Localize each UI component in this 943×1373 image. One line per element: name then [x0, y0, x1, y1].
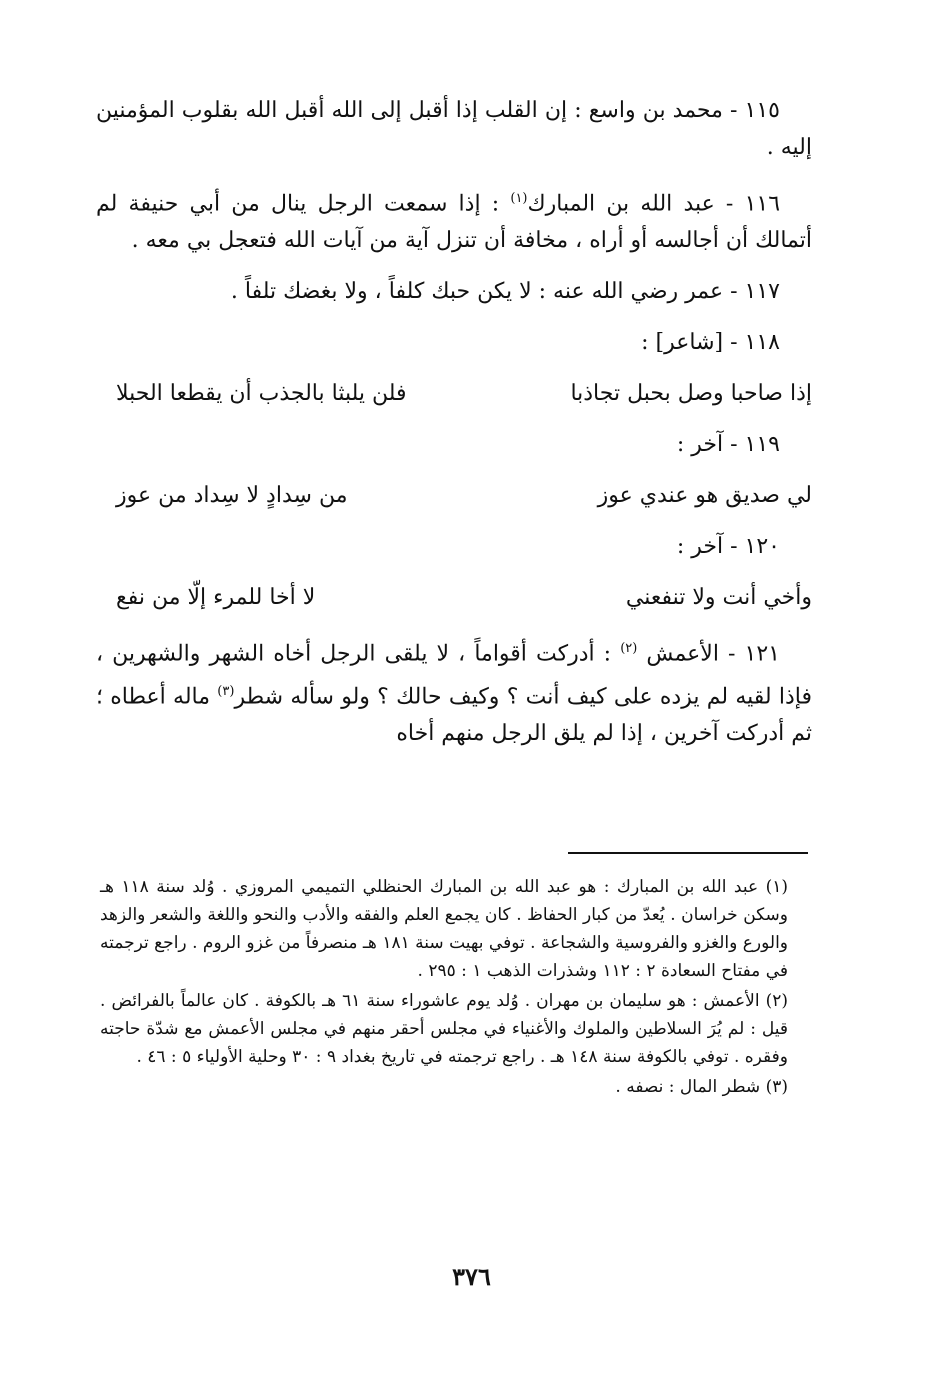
saying-116-speaker: ١١٦ - عبد الله بن المبارك	[527, 191, 781, 217]
footnotes	[100, 873, 816, 1103]
saying-120-heading: ١٢٠ - آخر :	[676, 534, 780, 560]
verse-119-second-hemistich: من سِدادٍ لا سِداد من عوز	[116, 483, 348, 509]
saying-119-heading: ١١٩ - آخر :	[676, 432, 780, 458]
saying-121-text-part1: : أدركت أقواماً ، لا يلقى الرجل أخاه الشهر والشهرين ، فإذا لقيه لم يزده على كيف أنت ؟ وكيف حالك ؟ ولو سأله شطر	[96, 641, 813, 709]
main-text	[96, 92, 812, 752]
saying-121-text-part2: ماله أعطاه ؛ ثم أدركت آخرين ، إذا لم يلق الرجل منهم أخاه	[96, 683, 812, 746]
saying-116-text: : إذا سمعت الرجل ينال من أبي حنيفة لم أتمالك أن أجالسه أو أراه ، مخافة أن تنزل آية من آيات الله فتعجل بي معه .	[96, 191, 812, 254]
footnote-1: (١) عبد الله بن المبارك : هو عبد الله بن المبارك الحنظلي التميمي المروزي . وُلد سنة ١١٨ هـ وسكن خراسان . يُعدّ من كبار الحفاظ . كان يجمع العلم والفقه والأدب والنحو واللغة والشعر والزهد والورع والغزو والفروسية والشجاعة . توفي بهيت سنة ١٨١ هـ منصرفاً من غزو الروم . راجع ترجمته في مفتاح السعادة ٢ : ١١٢ وشذرات الذهب ١ : ٢٩٥ .	[100, 877, 788, 981]
footnote-separator	[568, 852, 808, 854]
verse-120-first-hemistich: وأخي أنت ولا تنفعني	[625, 585, 812, 611]
saying-116	[96, 180, 812, 259]
verse-120	[96, 579, 812, 616]
saying-121	[96, 630, 812, 752]
verse-118	[96, 375, 812, 412]
verse-120-second-hemistich: لا أخا للمرء إلّا من نفع	[116, 585, 316, 611]
footnote-ref-2[interactable]: (٢)	[620, 641, 638, 657]
footnote-ref-3[interactable]: (٣)	[217, 683, 235, 699]
footnote-3: (٣) شطر المال : نصفه .	[615, 1077, 788, 1097]
verse-119-first-hemistich: لي صديق هو عندي عوز	[597, 483, 812, 509]
footnote-2: (٢) الأعمش : هو سليمان بن مهران . وُلد يوم عاشوراء سنة ٦١ هـ بالكوفة . كان عالماً بالفرائض . قيل : لم يُرَ السلاطين والملوك والأغنياء في مجلس أحقر منهم في مجلس الأعمش مع شدّة حاجته وفقره . توفي بالكوفة سنة ١٤٨ هـ . راجع ترجمته في تاريخ بغداد ٩ : ٣٠ وحلية الأولياء ٥ : ٤٦ .	[100, 991, 789, 1067]
saying-121-speaker: ١٢١ - الأعمش	[637, 641, 780, 667]
verse-119	[96, 477, 812, 514]
saying-118-heading: ١١٨ - [شاعر] :	[641, 330, 780, 356]
page-number: ٣٧٦	[452, 1262, 491, 1291]
verse-118-first-hemistich: إذا صاحبا وصل بحبل تجاذبا	[570, 381, 812, 407]
saying-117: ١١٧ - عمر رضي الله عنه : لا يكن حبك كلفاً ، ولا بغضك تلفاً .	[230, 279, 780, 305]
saying-115: ١١٥ - محمد بن واسع : إن القلب إذا أقبل إلى الله أقبل الله بقلوب المؤمنين إليه .	[96, 98, 812, 160]
footnote-ref-1[interactable]: (١)	[510, 191, 528, 206]
verse-118-second-hemistich: فلن يلبثا بالجذب أن يقطعا الحبلا	[116, 381, 407, 407]
